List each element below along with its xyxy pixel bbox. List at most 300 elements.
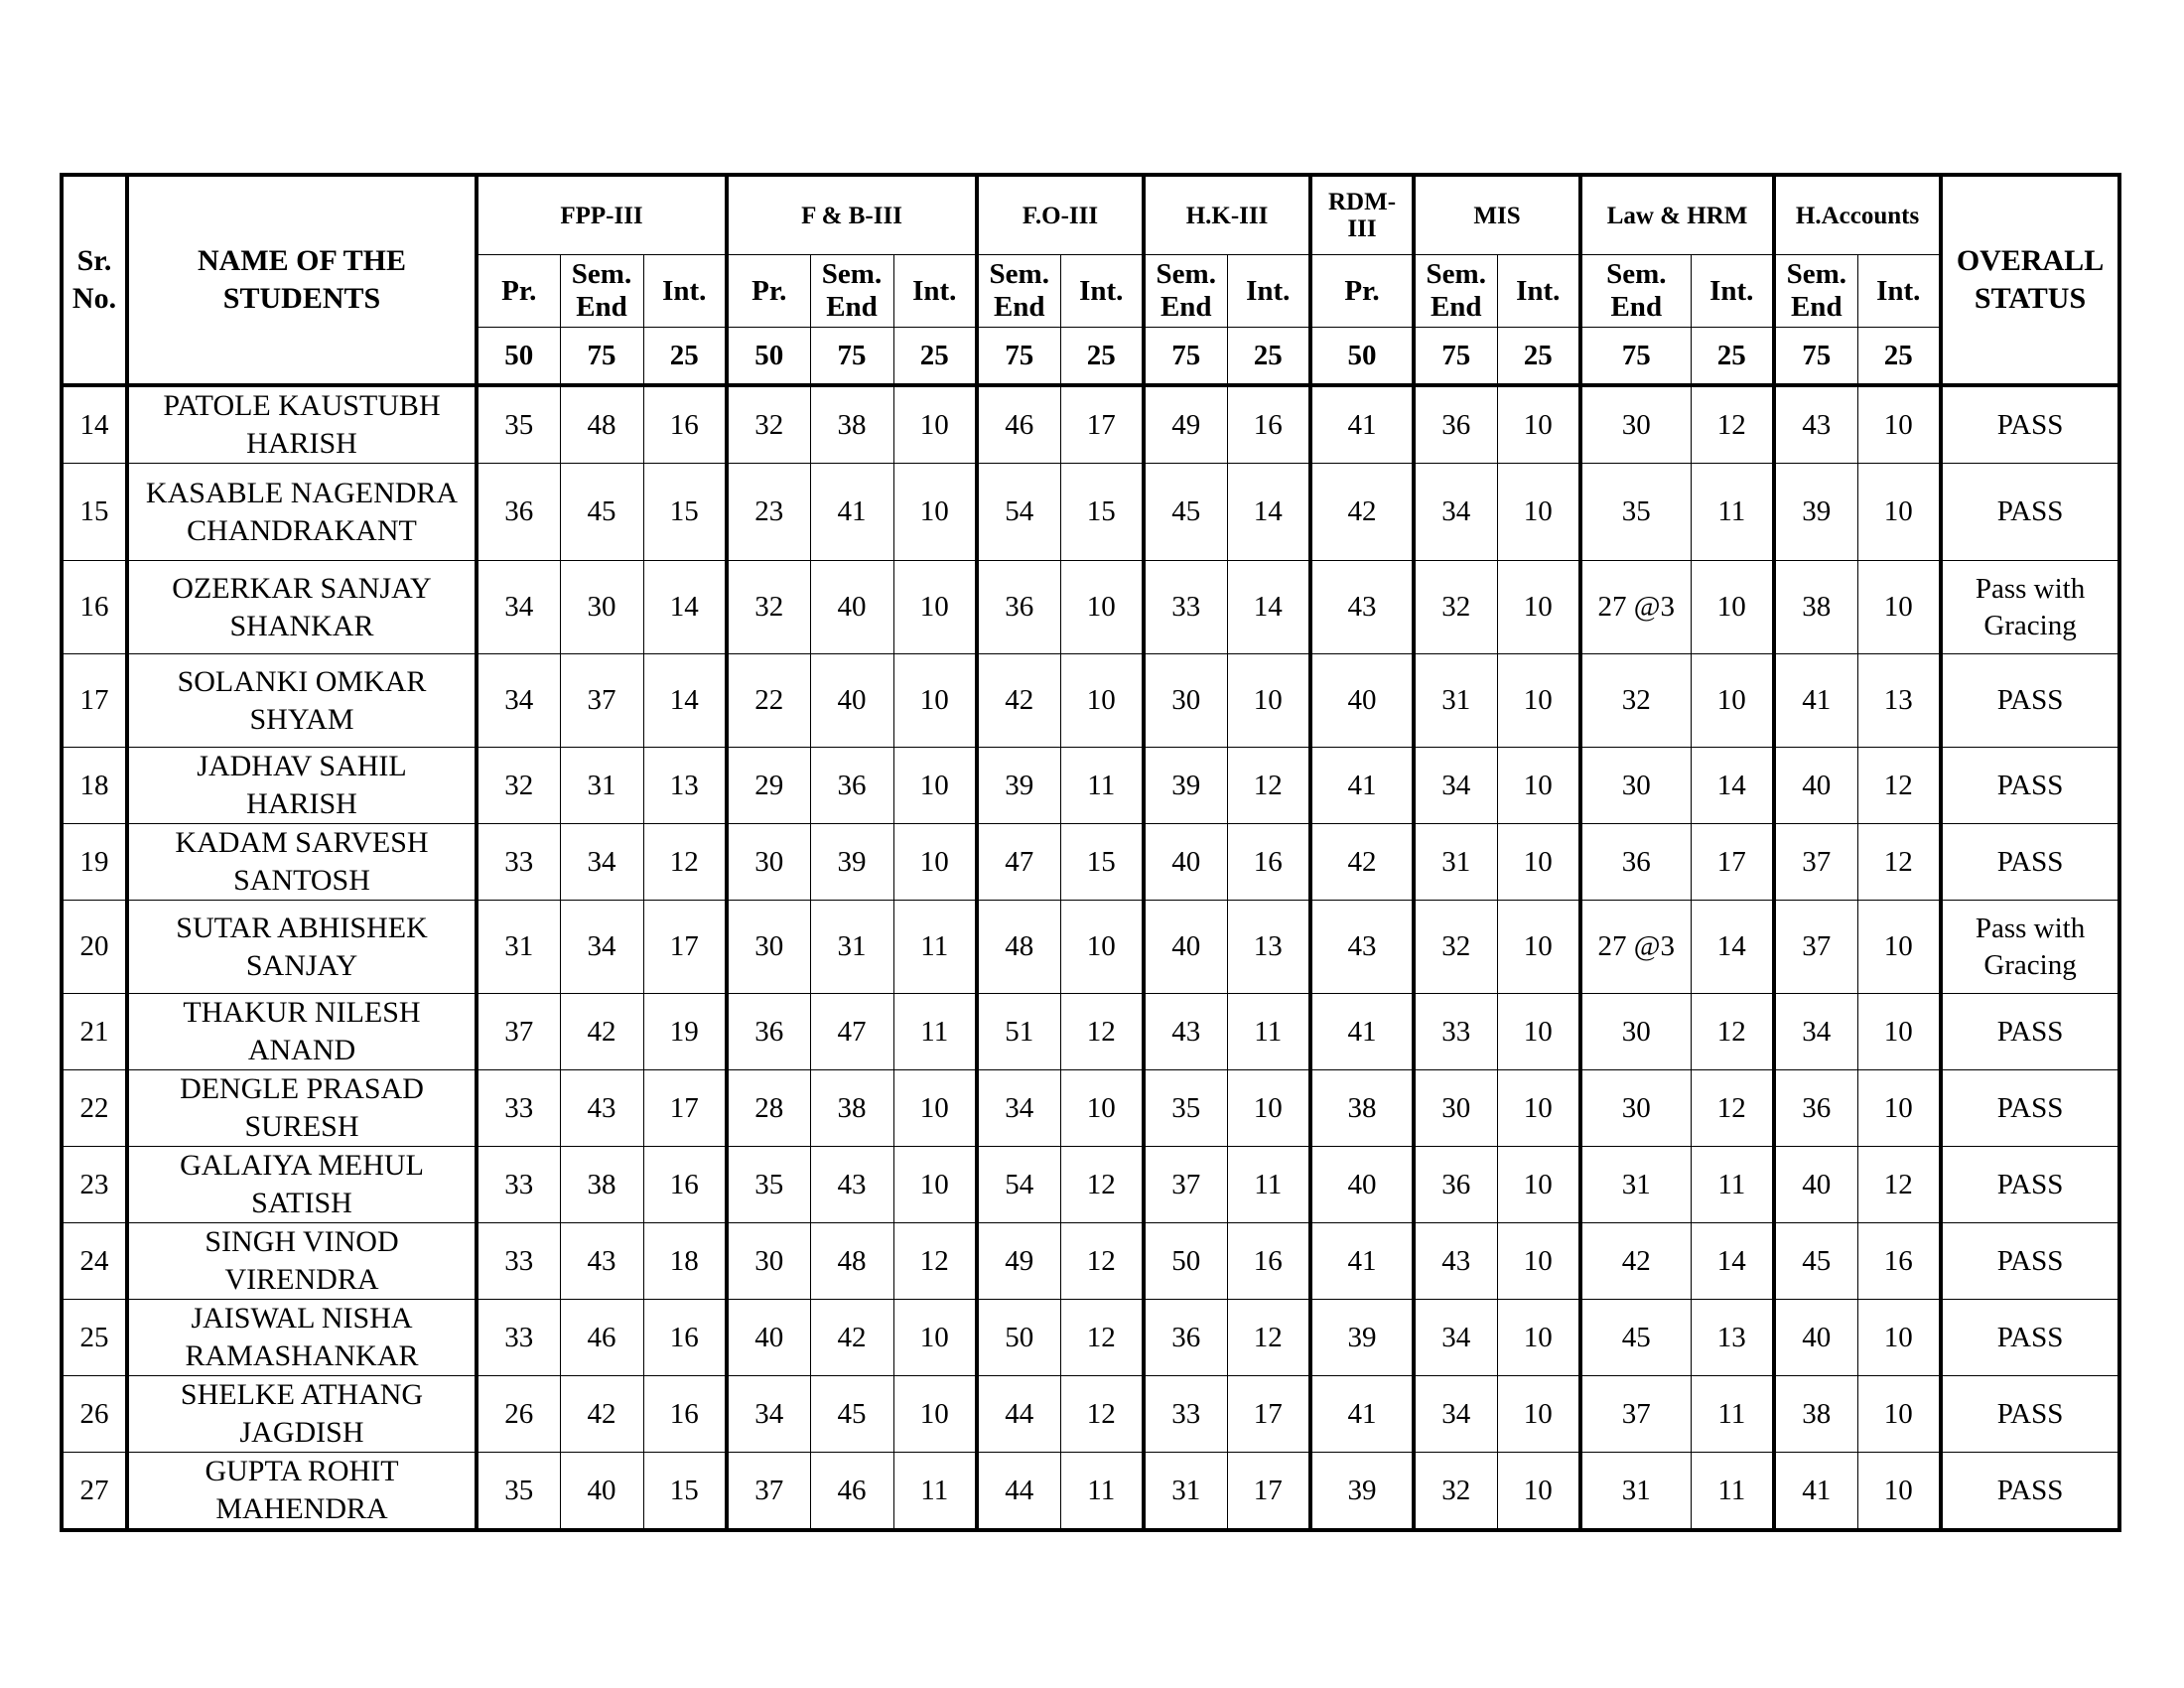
marks-cell: 50 [1144,1223,1227,1300]
sr-no-cell: 14 [62,385,127,464]
marks-cell: 10 [893,1070,977,1147]
student-name-line: SINGH VINOD [205,1225,399,1258]
component-header [1774,255,1857,328]
table-row [62,1070,2119,1147]
table-row [62,1300,2119,1376]
component-header-line: Int. [1876,274,1921,307]
marks-cell: 48 [810,1223,893,1300]
marks-cell: 42 [1310,824,1414,901]
marks-cell: 15 [1060,464,1144,561]
marks-cell: 10 [1857,561,1941,654]
max-marks-header: 25 [1691,328,1774,386]
overall-status-line: Pass with [1975,912,2086,944]
marks-cell: 38 [1310,1070,1414,1147]
overall-status-cell [1941,1453,2119,1531]
marks-cell: 10 [1857,1376,1941,1453]
student-name-cell [127,1070,477,1147]
component-header [1497,255,1580,328]
max-marks-header: 50 [1310,328,1414,386]
marks-cell: 30 [1414,1070,1497,1147]
marks-cell: 22 [727,654,810,748]
table-row [62,1376,2119,1453]
marks-cell: 14 [1227,561,1310,654]
student-name-line: PATOLE KAUSTUBH [163,389,441,422]
marks-cell: 41 [1310,1376,1414,1453]
student-name-cell [127,385,477,464]
marks-cell: 10 [1497,561,1580,654]
subject-header: F & B-III [727,175,977,255]
marks-cell: 10 [893,385,977,464]
marks-cell: 15 [643,464,727,561]
student-name-line: GALAIYA MEHUL [180,1149,424,1182]
marks-cell: 34 [560,901,643,994]
marks-cell: 30 [560,561,643,654]
marks-cell: 10 [893,824,977,901]
max-marks-header: 25 [1497,328,1580,386]
component-header-line: Sem. [821,258,883,290]
marks-cell: 31 [1580,1453,1691,1531]
marks-cell: 15 [643,1453,727,1531]
component-header-line: Sem. [1606,258,1667,290]
student-name-cell [127,748,477,824]
marks-cell: 12 [1691,994,1774,1070]
table-row [62,561,2119,654]
student-name-line: ANAND [247,1034,356,1066]
marks-cell: 11 [1060,1453,1144,1531]
table-row [62,1147,2119,1223]
student-name-line: JAISWAL NISHA [191,1302,413,1335]
component-header-line: End [576,291,627,323]
marks-cell: 12 [1060,994,1144,1070]
overall-status-cell [1941,901,2119,994]
sr-no-cell: 19 [62,824,127,901]
marks-cell: 47 [977,824,1060,901]
marks-cell: 39 [1144,748,1227,824]
subject-header-line: RDM- [1328,189,1397,215]
marks-cell: 14 [643,654,727,748]
max-marks-header: 50 [727,328,810,386]
student-name-line: SURESH [244,1110,359,1143]
marks-cell: 45 [1774,1223,1857,1300]
overall-status-line: PASS [1996,1168,2064,1200]
max-marks-header: 75 [977,328,1060,386]
marks-cell: 40 [1310,654,1414,748]
marks-cell: 10 [1227,654,1310,748]
marks-cell: 12 [1227,748,1310,824]
subject-header: FPP-III [477,175,727,255]
marks-cell: 38 [810,385,893,464]
table-row [62,994,2119,1070]
overall-status-cell [1941,561,2119,654]
marks-cell: 31 [1414,654,1497,748]
marks-cell: 42 [977,654,1060,748]
marks-cell: 41 [810,464,893,561]
max-marks-header: 25 [1857,328,1941,386]
marks-cell: 31 [1414,824,1497,901]
marks-cell: 12 [1691,1070,1774,1147]
student-name-header [127,175,477,385]
student-name-line: SANJAY [245,948,358,982]
marks-cell: 45 [560,464,643,561]
marks-cell: 40 [1774,1147,1857,1223]
marks-cell: 46 [810,1453,893,1531]
marks-cell: 12 [1060,1147,1144,1223]
marks-cell: 32 [1414,561,1497,654]
marks-cell: 19 [643,994,727,1070]
student-name-line: HARISH [246,427,357,460]
marks-cell: 10 [1497,748,1580,824]
marks-cell: 45 [810,1376,893,1453]
marks-cell: 46 [560,1300,643,1376]
student-name-cell [127,464,477,561]
marks-cell: 14 [643,561,727,654]
marks-cell: 33 [1144,1376,1227,1453]
marks-cell: 31 [560,748,643,824]
max-marks-header: 75 [1580,328,1691,386]
overall-status-cell [1941,1147,2119,1223]
marks-cell: 16 [1227,385,1310,464]
marks-cell: 10 [1497,385,1580,464]
marks-cell: 31 [1580,1147,1691,1223]
marks-cell: 42 [1580,1223,1691,1300]
marks-cell: 54 [977,1147,1060,1223]
overall-status-line: PASS [1996,769,2064,801]
component-header [893,255,977,328]
marks-cell: 36 [1414,385,1497,464]
student-name-line: HARISH [246,787,357,820]
component-header-line: Pr. [1344,274,1380,307]
marks-cell: 46 [977,385,1060,464]
sr-no-cell: 22 [62,1070,127,1147]
overall-status-line: PASS [1996,684,2064,716]
student-name-cell [127,1300,477,1376]
marks-cell: 18 [643,1223,727,1300]
marks-cell: 10 [1497,1453,1580,1531]
subject-header-line: III [1347,215,1377,242]
component-header-line: Sem. [1426,258,1486,290]
table-header [62,175,2119,385]
component-header-line: End [1790,291,1843,323]
student-name-cell [127,1376,477,1453]
subject-header: Law & HRM [1580,175,1774,255]
student-name-line: SOLANKI OMKAR [177,664,427,698]
marks-cell: 33 [477,1147,560,1223]
overall-status-cell [1941,1300,2119,1376]
component-header [477,255,560,328]
marks-cell: 36 [1580,824,1691,901]
marks-cell: 10 [1060,901,1144,994]
marks-cell: 35 [477,385,560,464]
marks-cell: 16 [643,385,727,464]
component-header-line: Sem. [989,258,1049,290]
overall-status-line: PASS [1996,1474,2064,1506]
marks-cell: 32 [727,385,810,464]
marks-cell: 13 [1227,901,1310,994]
marks-cell: 26 [477,1376,560,1453]
subject-header: MIS [1414,175,1580,255]
overall-status-line: PASS [1996,845,2064,878]
marks-cell: 42 [1310,464,1414,561]
sr-no-cell: 20 [62,901,127,994]
student-name-line: MAHENDRA [215,1492,388,1525]
marks-cell: 10 [1497,994,1580,1070]
component-header-line: Pr. [751,274,787,307]
overall-status-line: Pass with [1975,572,2086,605]
marks-cell: 33 [477,1070,560,1147]
student-name-cell [127,561,477,654]
marks-cell: 12 [1060,1376,1144,1453]
component-header-line: End [826,291,878,323]
overall-status-line: PASS [1996,1091,2064,1124]
marks-cell: 11 [1691,1147,1774,1223]
marks-cell: 45 [1580,1300,1691,1376]
marks-cell: 11 [893,994,977,1070]
max-marks-header: 25 [893,328,977,386]
max-marks-header: 75 [810,328,893,386]
marks-cell: 10 [1857,994,1941,1070]
marks-cell: 39 [1310,1300,1414,1376]
student-name-line: SHELKE ATHANG [180,1378,424,1411]
component-header-line: Int. [912,274,957,307]
student-name-line: DENGLE PRASAD [180,1072,424,1105]
marks-cell: 14 [1691,1223,1774,1300]
sr-no-header-line: No. [71,282,117,315]
marks-cell: 15 [1060,824,1144,901]
marks-cell: 17 [643,901,727,994]
component-header [1414,255,1497,328]
marks-cell: 12 [1857,748,1941,824]
student-name-cell [127,1453,477,1531]
marks-cell: 12 [1060,1300,1144,1376]
sr-no-cell: 16 [62,561,127,654]
marks-cell: 11 [1691,464,1774,561]
marks-cell: 11 [893,901,977,994]
max-marks-header: 25 [643,328,727,386]
marks-cell: 14 [1227,464,1310,561]
marks-cell: 40 [1144,824,1227,901]
marks-cell: 32 [1414,901,1497,994]
student-name-line: JAGDISH [239,1416,364,1449]
marks-cell: 11 [1227,994,1310,1070]
sr-no-cell: 21 [62,994,127,1070]
marks-cell: 17 [643,1070,727,1147]
marks-cell: 35 [477,1453,560,1531]
component-header-line: Int. [1709,274,1754,307]
marks-cell: 14 [1691,901,1774,994]
marks-cell: 43 [560,1223,643,1300]
marks-cell: 30 [1580,1070,1691,1147]
overall-status-line: PASS [1996,1015,2064,1048]
marks-cell: 36 [1144,1300,1227,1376]
marks-cell: 41 [1310,748,1414,824]
marks-cell: 10 [1857,385,1941,464]
marks-cell: 10 [893,561,977,654]
marks-cell: 29 [727,748,810,824]
marks-cell: 10 [1497,1070,1580,1147]
student-name-cell [127,654,477,748]
marks-cell: 30 [1580,994,1691,1070]
marks-cell: 30 [727,901,810,994]
marks-cell: 16 [643,1376,727,1453]
marks-cell: 11 [1227,1147,1310,1223]
marks-cell: 10 [1857,901,1941,994]
marks-cell: 10 [1060,654,1144,748]
component-header-line: Sem. [571,258,632,290]
marks-cell: 41 [1310,385,1414,464]
student-name-cell [127,1223,477,1300]
marks-cell: 40 [1774,748,1857,824]
component-header [727,255,810,328]
overall-status-cell [1941,654,2119,748]
marks-cell: 40 [1774,1300,1857,1376]
marks-cell: 23 [727,464,810,561]
marks-cell: 32 [1580,654,1691,748]
marks-cell: 13 [643,748,727,824]
student-name-line: SHYAM [249,702,354,736]
overall-status-header-line: OVERALL [1956,244,2105,277]
student-name-line: OZERKAR SANJAY [172,571,432,605]
marks-cell: 12 [893,1223,977,1300]
marks-cell: 17 [1691,824,1774,901]
marks-cell: 39 [810,824,893,901]
overall-status-header [1941,175,2119,385]
component-header-line: Pr. [501,274,537,307]
component-header [560,255,643,328]
marks-cell: 37 [1580,1376,1691,1453]
component-header-line: Int. [662,274,707,307]
marks-cell: 37 [1774,901,1857,994]
marks-cell: 28 [727,1070,810,1147]
marks-cell: 16 [1857,1223,1941,1300]
marks-cell: 43 [1310,901,1414,994]
overall-status-cell [1941,1223,2119,1300]
student-name-line: VIRENDRA [224,1263,379,1296]
marks-cell: 37 [1774,824,1857,901]
marks-cell: 43 [1144,994,1227,1070]
marks-cell: 44 [977,1376,1060,1453]
marks-cell: 12 [1227,1300,1310,1376]
subject-header: H.K-III [1144,175,1310,255]
marks-cell: 36 [1414,1147,1497,1223]
component-header-line: Sem. [1156,258,1216,290]
student-name-header-line: STUDENTS [222,282,381,315]
student-name-line: THAKUR NILESH [183,996,421,1029]
marks-cell: 14 [1691,748,1774,824]
marks-cell: 17 [1227,1376,1310,1453]
marks-cell: 10 [1497,1147,1580,1223]
marks-cell: 33 [477,824,560,901]
marks-cell: 43 [1310,561,1414,654]
marks-cell: 32 [477,748,560,824]
overall-status-cell [1941,994,2119,1070]
marks-cell: 39 [977,748,1060,824]
marks-cell: 34 [1414,1376,1497,1453]
sr-no-cell: 24 [62,1223,127,1300]
component-header [1060,255,1144,328]
marks-cell: 12 [1691,385,1774,464]
marks-cell: 37 [1144,1147,1227,1223]
header-row-subjects [62,175,2119,255]
overall-status-line: PASS [1996,1321,2064,1353]
overall-status-cell [1941,748,2119,824]
student-name-cell [127,824,477,901]
marks-cell: 10 [1060,561,1144,654]
marks-cell: 33 [1414,994,1497,1070]
marks-cell: 30 [1144,654,1227,748]
max-marks-header: 75 [1144,328,1227,386]
overall-status-cell [1941,464,2119,561]
marks-cell: 34 [477,654,560,748]
marks-cell: 41 [1310,1223,1414,1300]
sr-no-cell: 25 [62,1300,127,1376]
max-marks-header: 25 [1060,328,1144,386]
table-row [62,654,2119,748]
overall-status-cell [1941,385,2119,464]
student-name-cell [127,994,477,1070]
marks-cell: 40 [727,1300,810,1376]
student-name-line: KASABLE NAGENDRA [145,476,459,509]
marks-cell: 34 [1414,748,1497,824]
marks-cell: 31 [1144,1453,1227,1531]
marks-cell: 27 @3 [1580,561,1691,654]
marks-cell: 10 [1857,1300,1941,1376]
marks-cell: 48 [977,901,1060,994]
marks-cell: 17 [1060,385,1144,464]
component-header-line: Int. [1079,274,1124,307]
overall-status-header-line: STATUS [1974,282,2087,315]
marks-cell: 33 [1144,561,1227,654]
marks-cell: 36 [977,561,1060,654]
component-header [977,255,1060,328]
marks-cell: 34 [977,1070,1060,1147]
marks-cell: 10 [1497,1376,1580,1453]
sr-no-cell: 18 [62,748,127,824]
component-header-line: Int. [1246,274,1291,307]
student-name-line: JADHAV SAHIL [197,750,407,782]
marks-cell: 47 [810,994,893,1070]
marks-cell: 38 [1774,1376,1857,1453]
marks-cell: 38 [810,1070,893,1147]
marks-cell: 32 [1414,1453,1497,1531]
student-name-line: SUTAR ABHISHEK [176,911,428,944]
marks-cell: 40 [810,561,893,654]
marks-cell: 30 [1580,385,1691,464]
marks-cell: 34 [477,561,560,654]
table-row [62,464,2119,561]
marks-cell: 31 [477,901,560,994]
component-header-line: End [1160,291,1212,323]
marks-cell: 40 [810,654,893,748]
max-marks-header: 75 [560,328,643,386]
marks-cell: 40 [1144,901,1227,994]
marks-cell: 10 [1857,1453,1941,1531]
student-name-line: GUPTA ROHIT [205,1455,399,1487]
marks-cell: 43 [1774,385,1857,464]
table-row [62,385,2119,464]
marks-cell: 10 [1691,654,1774,748]
marks-cell: 49 [977,1223,1060,1300]
overall-status-cell [1941,1070,2119,1147]
marks-cell: 37 [560,654,643,748]
overall-status-cell [1941,824,2119,901]
marks-cell: 11 [893,1453,977,1531]
marks-cell: 35 [1144,1070,1227,1147]
marks-cell: 36 [810,748,893,824]
marks-cell: 35 [1580,464,1691,561]
table-row [62,748,2119,824]
sr-no-header [62,175,127,385]
marks-cell: 27 @3 [1580,901,1691,994]
